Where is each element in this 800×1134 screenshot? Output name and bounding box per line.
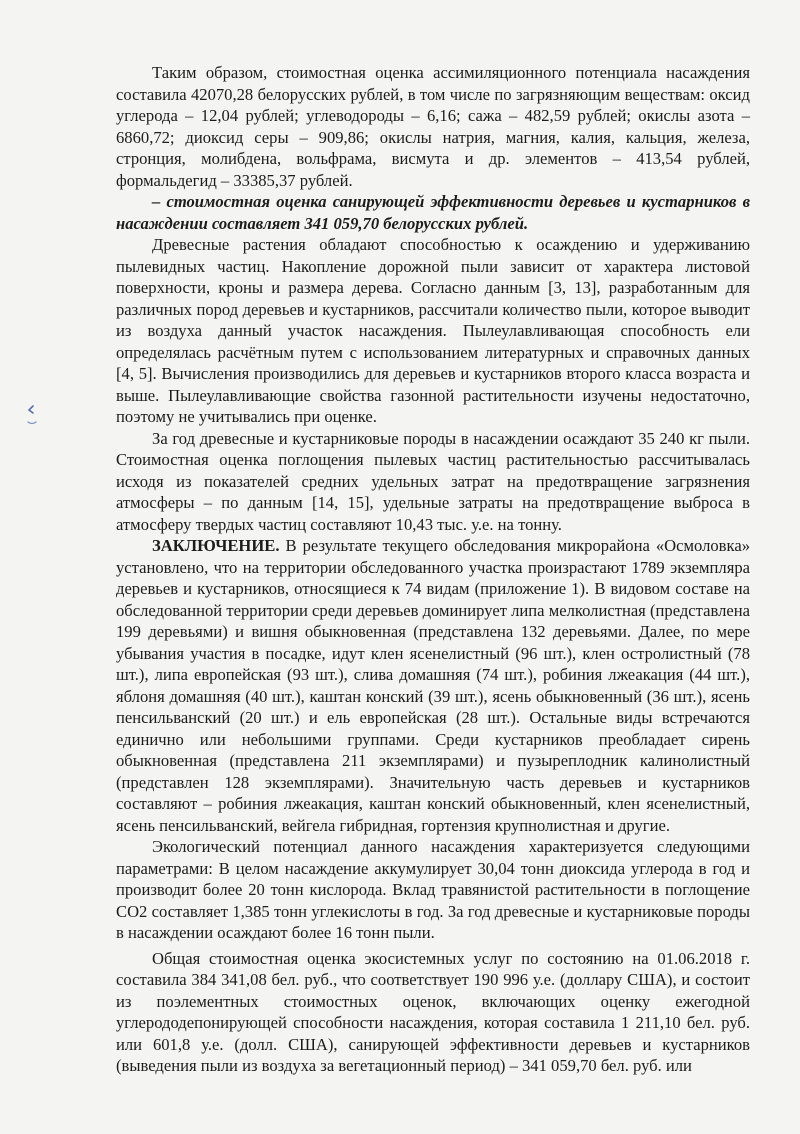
paragraph-conclusion — [116, 535, 750, 836]
conclusion-body: В результате текущего обследования микрорайона «Осмоловка» установлено, что на территории обследованного участка произрастают 1789 экземпляра деревьев и кустарников, относящиеся к 74 видам (приложение 1). В видовом составе на обследованной территории среди деревьев доминирует липа мелколистная (представлена 199 деревьями) и вишня обыкновенная (представлена 132 деревьями. Далее, по мере убывания участия в посадке, идут клен ясенелистный (96 шт.), клен остролистный (78 шт.), липа европейская (93 шт.), слива домашняя (74 шт.), робиния лжеакация (44 шт.), яблоня домашняя (40 шт.), каштан конский (39 шт.), ясень обыкновенный (36 шт.), ясень пенсильванский (20 шт.) и ель европейская (28 шт.). Остальные виды встречаются единично или небольшими группами. Среди кустарников преобладает сирень обыкновенная (представлена 211 экземплярами) и пузыреплодник калинолистный (представлен 128 экземплярами). Значительную часть деревьев и кустарников составляют – робиния лжеакация, каштан конский обыкновенный, клен ясенелистный, ясень пенсильванский, вейгела гибридная, гортензия крупнолистная и другие. — [116, 536, 750, 835]
conclusion-heading: ЗАКЛЮЧЕНИЕ. — [152, 536, 280, 555]
paragraph-total-valuation: Общая стоимостная оценка экосистемных услуг по состоянию на 01.06.2018 г. составила 384 341,08 бел. руб., что соответствует 190 996 у.е. (доллару США), и состоит из поэлементных стоимостных оценок, включающих оценку ежегодной углерододепонирующей способности насаждения, которая составила 1 211,10 бел. руб. или 601,8 у.е. (долл. США), санирующей эффективности деревьев и кустарников (выведения пыли из воздуха за вегетационный период) – 341 059,70 бел. руб. или — [116, 948, 750, 1075]
paragraph-dust-capture: Древесные растения обладают способностью к осаждению и удерживанию пылевидных частиц. Накопление дорожной пыли зависит от характера листовой поверхности, кроны и размера дерева. Согласно данным [3, 13], разработанным для различных пород деревьев и кустарников, рассчитали количество пыли, которое выводит из воздуха данный участок насаждения. Пылеулавливающая способность ели определялась расчётным путем с использованием литературных и справочных данных [4, 5]. Вычисления производились для деревьев и кустарников второго класса возраста и выше. Пылеулавливающие свойства газонной растительности изучены недостаточно, поэтому не учитывались при оценке. — [116, 235, 750, 426]
paragraph-ecological-potential: Экологический потенциал данного насаждения характеризуется следующими параметрами: В целом насаждение аккумулирует 30,04 тонн диоксида углерода в год и производит более 20 тонн кислорода. Вклад травянистой растительности в поглощение СО2 составляет 1,385 тонн углекислоты в год. За год древесные и кустарниковые породы в насаждении осаждают более 16 тонн пыли. — [116, 837, 750, 942]
pen-mark-icon — [24, 402, 44, 428]
paragraph-sanitizing-cost: – стоимостная оценка санирующей эффективности деревьев и кустарников в насаждении составляет 341 059,70 белорусских рублей. — [116, 192, 750, 233]
document-body — [116, 62, 750, 1077]
paragraph-assimilation-cost: Таким образом, стоимостная оценка ассимиляционного потенциала насаждения составила 42070,28 белорусских рублей, в том числе по загрязняющим веществам: оксид углерода – 12,04 рублей; углеводороды – 6,16; сажа – 482,59 рублей; окислы азота – 6860,72; диоксид серы – 909,86; окислы натрия, магния, калия, кальция, железа, стронция, молибдена, вольфрама, висмута и др. элементов – 413,54 рублей, формальдегид – 33385,37 рублей. — [116, 63, 750, 190]
paragraph-dust-valuation: За год древесные и кустарниковые породы в насаждении осаждают 35 240 кг пыли. Стоимостная оценка поглощения пылевых частиц растительностью рассчитывалась исходя из показателей средних удельных затрат на предотвращение загрязнения атмосферы – по данным [14, 15], удельные затраты на предотвращение выброса в атмосферу твердых частиц составляют 10,43 тыс. у.е. на тонну. — [116, 428, 750, 534]
